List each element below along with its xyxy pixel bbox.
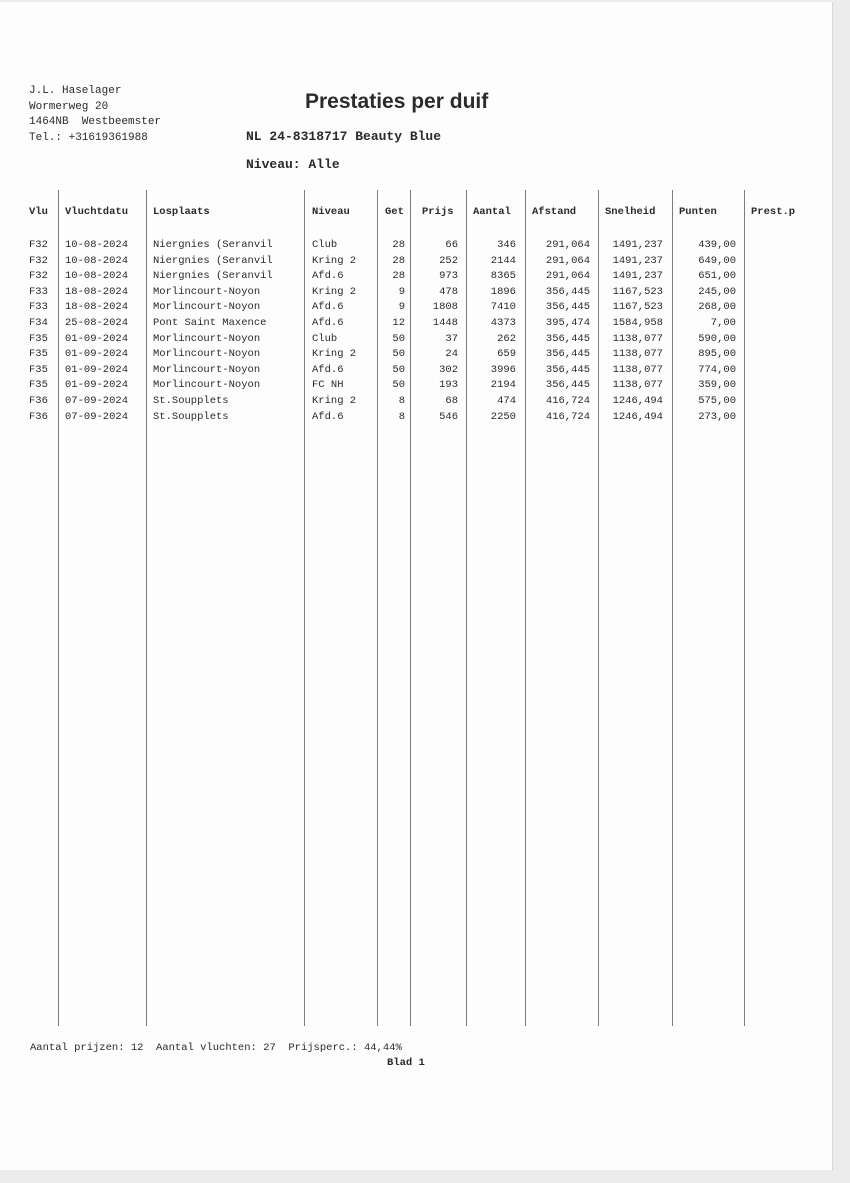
cell-get: 9 — [398, 285, 405, 298]
cell-afstand: 356,445 — [545, 332, 590, 345]
cell-date: 01-09-2024 — [65, 348, 129, 361]
cell-punten: 359,00 — [698, 379, 736, 392]
cell-snelheid: 1246,494 — [612, 395, 663, 407]
sender-phone: Tel.: +31619361988 — [29, 131, 148, 144]
cell-losplaats: St.Soupplets — [153, 395, 229, 407]
cell-vlu: F32 — [29, 254, 48, 267]
cell-punten: 273,00 — [698, 410, 736, 423]
table-row — [0, 379, 832, 395]
table-row — [0, 286, 832, 302]
table-row — [0, 255, 832, 271]
document-page — [0, 2, 833, 1170]
table-row — [0, 364, 832, 380]
cell-date: 10-08-2024 — [65, 239, 129, 251]
table-row — [0, 411, 832, 427]
cell-aantal: 262 — [497, 332, 516, 345]
cell-aantal: 7410 — [490, 301, 516, 314]
cell-prijs: 68 — [445, 395, 458, 407]
cell-prijs: 1448 — [432, 317, 458, 329]
cell-losplaats: Morlincourt-Noyon — [153, 301, 261, 314]
table-row — [0, 270, 832, 286]
cell-niveau: Kring 2 — [312, 395, 357, 407]
cell-vlu: F36 — [29, 395, 48, 407]
cell-niveau: Kring 2 — [312, 254, 357, 267]
cell-aantal: 346 — [497, 239, 516, 251]
cell-get: 9 — [398, 301, 405, 314]
table-row — [0, 333, 832, 349]
cell-snelheid: 1584,958 — [612, 317, 663, 329]
header-vluchtdatum: Vluchtdatu — [65, 206, 129, 218]
cell-afstand: 356,445 — [545, 301, 590, 314]
table-row — [0, 395, 832, 411]
cell-get: 50 — [392, 363, 405, 376]
sender-city: 1464NB Westbeemster — [29, 116, 162, 128]
cell-get: 28 — [392, 270, 405, 283]
cell-afstand: 291,064 — [545, 270, 590, 283]
cell-snelheid: 1138,077 — [612, 348, 663, 361]
cell-afstand: 395,474 — [545, 317, 590, 329]
cell-punten: 245,00 — [698, 285, 736, 298]
cell-aantal: 2144 — [490, 254, 516, 267]
cell-losplaats: Morlincourt-Noyon — [153, 332, 261, 345]
cell-vlu: F32 — [29, 270, 48, 283]
cell-punten: 7,00 — [710, 317, 736, 329]
header-punten: Punten — [679, 206, 717, 218]
pigeon-id: NL 24-8318717 Beauty Blue — [246, 129, 442, 144]
cell-niveau: FC NH — [312, 379, 344, 392]
cell-prijs: 302 — [439, 363, 458, 376]
cell-punten: 895,00 — [698, 348, 736, 361]
cell-punten: 439,00 — [698, 239, 736, 251]
cell-vlu: F36 — [29, 410, 48, 423]
sender-address — [29, 84, 161, 146]
cell-aantal: 2250 — [490, 410, 516, 423]
cell-get: 12 — [392, 317, 405, 329]
cell-afstand: 356,445 — [545, 348, 590, 361]
summary-line: Aantal prijzen: 12 Aantal vluchten: 27 Prijsperc.: 44,44% — [30, 1042, 402, 1054]
cell-prijs: 37 — [445, 332, 458, 345]
cell-afstand: 416,724 — [545, 410, 590, 423]
page-number: Blad 1 — [387, 1057, 425, 1069]
header-niveau: Niveau — [312, 206, 350, 218]
cell-vlu: F33 — [29, 301, 48, 314]
cell-get: 50 — [392, 332, 405, 345]
cell-losplaats: Niergnies (Seranvil — [153, 239, 273, 251]
cell-prijs: 252 — [439, 254, 458, 267]
cell-aantal: 4373 — [490, 317, 516, 329]
cell-get: 28 — [392, 254, 405, 267]
level-filter: Niveau: Alle — [246, 157, 340, 172]
cell-punten: 575,00 — [698, 395, 736, 407]
cell-get: 8 — [398, 410, 405, 423]
sender-street: Wormerweg 20 — [29, 100, 109, 113]
header-vlu: Vlu — [29, 206, 48, 218]
header-losplaats: Losplaats — [153, 206, 210, 218]
table-row — [0, 239, 832, 255]
cell-vlu: F35 — [29, 363, 48, 376]
cell-losplaats: St.Soupplets — [153, 410, 229, 423]
cell-niveau: Afd.6 — [312, 410, 344, 423]
cell-punten: 774,00 — [698, 363, 736, 376]
cell-vlu: F35 — [29, 332, 48, 345]
cell-niveau: Afd.6 — [312, 301, 344, 314]
cell-prijs: 1808 — [432, 301, 458, 314]
cell-aantal: 8365 — [490, 270, 516, 283]
cell-punten: 651,00 — [698, 270, 736, 283]
cell-afstand: 356,445 — [545, 363, 590, 376]
table-row — [0, 348, 832, 364]
cell-aantal: 2194 — [490, 379, 516, 392]
cell-date: 10-08-2024 — [65, 270, 129, 283]
cell-snelheid: 1246,494 — [612, 410, 663, 423]
cell-snelheid: 1138,077 — [612, 379, 663, 392]
cell-vlu: F34 — [29, 317, 48, 329]
page-title: Prestaties per duif — [305, 90, 489, 113]
cell-date: 01-09-2024 — [65, 363, 129, 376]
cell-prijs: 193 — [439, 379, 458, 392]
cell-vlu: F35 — [29, 348, 48, 361]
header-afstand: Afstand — [532, 206, 577, 218]
cell-vlu: F35 — [29, 379, 48, 392]
cell-prijs: 973 — [439, 270, 458, 283]
cell-date: 18-08-2024 — [65, 301, 129, 314]
sender-name: J.L. Haselager — [29, 85, 122, 97]
cell-get: 50 — [392, 379, 405, 392]
cell-date: 01-09-2024 — [65, 379, 129, 392]
header-get: Get — [385, 206, 404, 218]
cell-aantal: 474 — [497, 395, 516, 407]
cell-afstand: 416,724 — [545, 395, 590, 407]
header-prestatie: Prest.p — [751, 206, 796, 218]
cell-punten: 590,00 — [698, 332, 736, 345]
cell-niveau: Afd.6 — [312, 317, 344, 329]
cell-snelheid: 1138,077 — [612, 363, 663, 376]
cell-losplaats: Morlincourt-Noyon — [153, 285, 261, 298]
cell-get: 28 — [392, 239, 405, 251]
header-aantal: Aantal — [473, 206, 511, 218]
cell-vlu: F32 — [29, 239, 48, 251]
cell-snelheid: 1491,237 — [612, 270, 663, 283]
cell-niveau: Club — [312, 239, 338, 251]
cell-date: 07-09-2024 — [65, 395, 129, 407]
cell-losplaats: Morlincourt-Noyon — [153, 379, 261, 392]
cell-date: 10-08-2024 — [65, 254, 129, 267]
cell-afstand: 356,445 — [545, 379, 590, 392]
cell-prijs: 546 — [439, 410, 458, 423]
cell-niveau: Kring 2 — [312, 285, 357, 298]
table-row — [0, 317, 832, 333]
cell-snelheid: 1138,077 — [612, 332, 663, 345]
cell-get: 8 — [398, 395, 405, 407]
cell-snelheid: 1167,523 — [612, 285, 663, 298]
cell-date: 01-09-2024 — [65, 332, 129, 345]
header-prijs: Prijs — [422, 206, 454, 218]
cell-date: 07-09-2024 — [65, 410, 129, 423]
cell-afstand: 356,445 — [545, 285, 590, 298]
cell-prijs: 24 — [445, 348, 458, 361]
cell-losplaats: Pont Saint Maxence — [153, 317, 267, 329]
cell-get: 50 — [392, 348, 405, 361]
cell-losplaats: Morlincourt-Noyon — [153, 363, 261, 376]
header-snelheid: Snelheid — [605, 206, 656, 218]
cell-vlu: F33 — [29, 285, 48, 298]
cell-losplaats: Niergnies (Seranvil — [153, 270, 273, 283]
cell-date: 18-08-2024 — [65, 285, 129, 298]
table-row — [0, 301, 832, 317]
cell-punten: 268,00 — [698, 301, 736, 314]
cell-niveau: Club — [312, 332, 338, 345]
cell-losplaats: Morlincourt-Noyon — [153, 348, 261, 361]
cell-snelheid: 1491,237 — [612, 239, 663, 251]
cell-punten: 649,00 — [698, 254, 736, 267]
cell-snelheid: 1167,523 — [612, 301, 663, 314]
cell-niveau: Afd.6 — [312, 363, 344, 376]
cell-niveau: Afd.6 — [312, 270, 344, 283]
cell-aantal: 1896 — [490, 285, 516, 298]
cell-afstand: 291,064 — [545, 239, 590, 251]
cell-niveau: Kring 2 — [312, 348, 357, 361]
cell-prijs: 478 — [439, 285, 458, 298]
cell-losplaats: Niergnies (Seranvil — [153, 254, 273, 267]
cell-aantal: 3996 — [490, 363, 516, 376]
cell-date: 25-08-2024 — [65, 317, 129, 329]
cell-aantal: 659 — [497, 348, 516, 361]
cell-prijs: 66 — [445, 239, 458, 251]
cell-snelheid: 1491,237 — [612, 254, 663, 267]
cell-afstand: 291,064 — [545, 254, 590, 267]
